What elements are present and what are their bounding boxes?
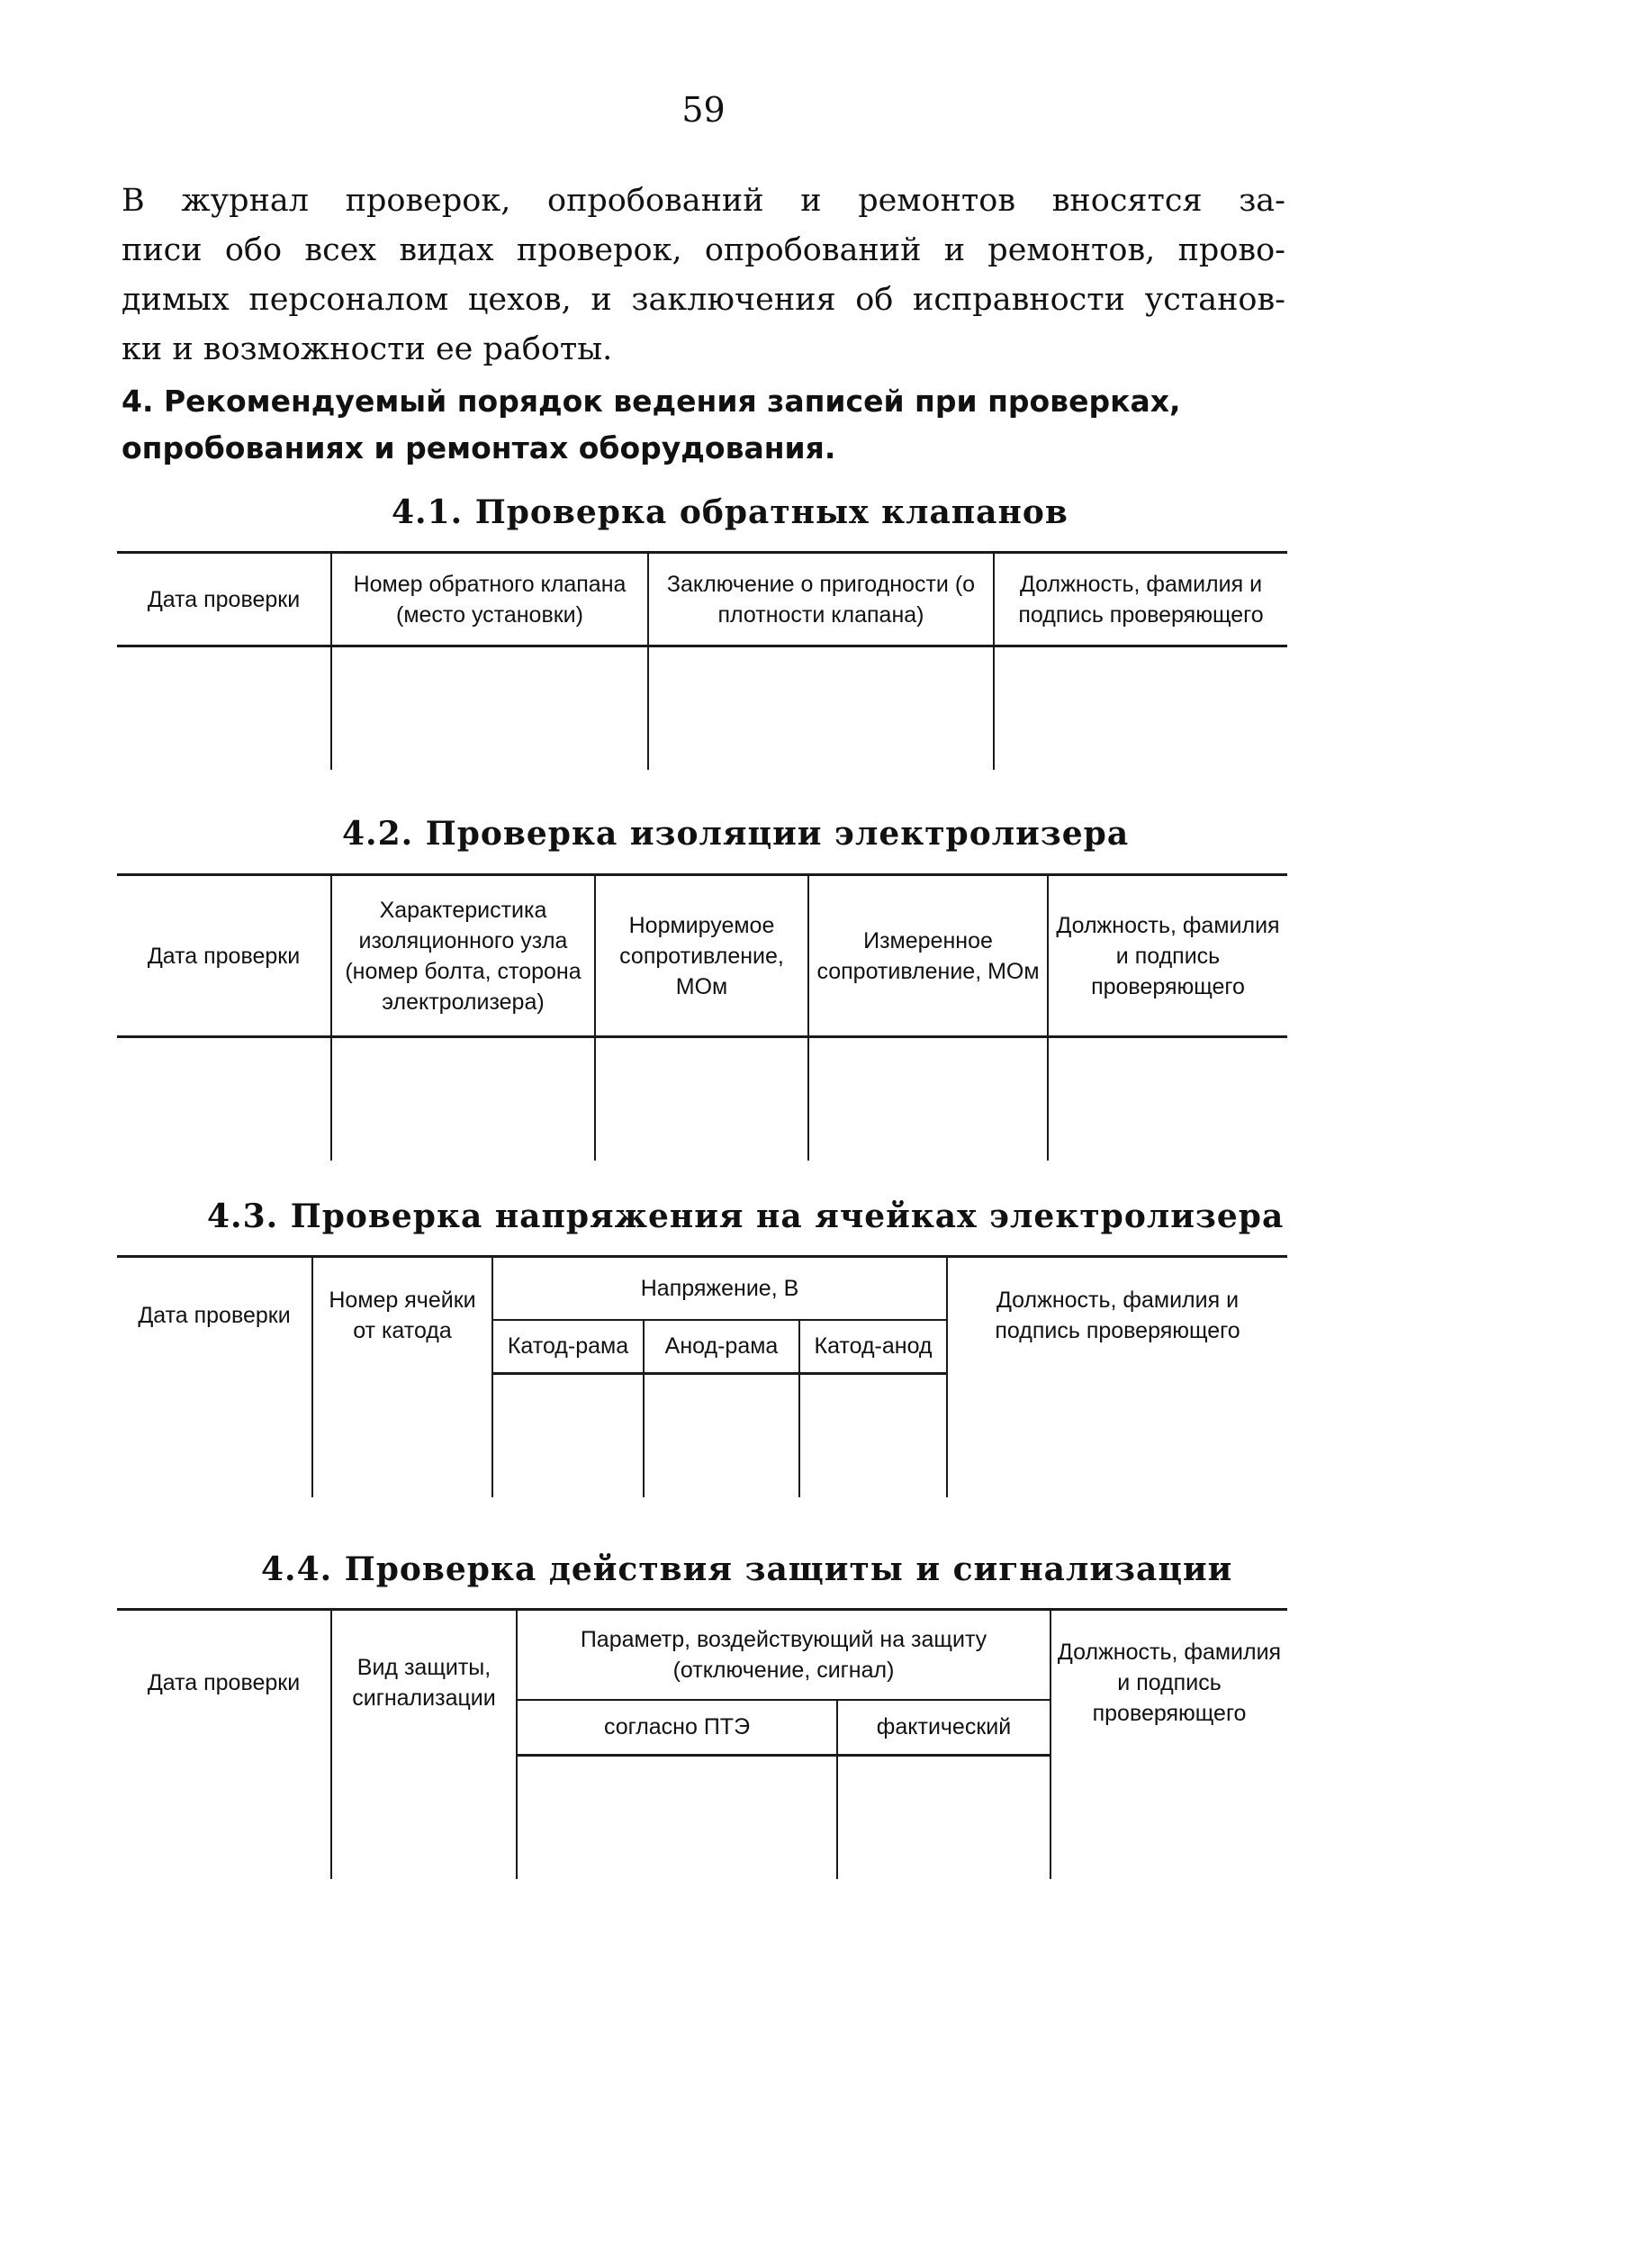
empty-cell[interactable] bbox=[1050, 1756, 1287, 1880]
blank-row bbox=[117, 1756, 1287, 1880]
section-heading-line: опробованиях и ремонтах оборудования. bbox=[122, 430, 836, 465]
header-cell: Параметр, воздействующий на защиту (отключение, сигнал) bbox=[517, 1610, 1050, 1700]
sub-header-cell: фактический bbox=[837, 1700, 1050, 1756]
blank-row bbox=[117, 1037, 1287, 1161]
header-cell: Номер ячейки от катода bbox=[312, 1257, 492, 1374]
table-4-3-title: 4.3. Проверка напряжения на ячейках электролизера bbox=[207, 1197, 1285, 1235]
section-heading-line: 4. Рекомендуемый порядок ведения записей при проверках, bbox=[122, 384, 1181, 419]
page-number: 59 bbox=[681, 90, 726, 130]
header-cell: Нормируемое сопротивление, МОм bbox=[595, 875, 808, 1037]
table-4-3 bbox=[117, 1255, 1287, 1497]
empty-cell[interactable] bbox=[808, 1037, 1048, 1161]
intro-line: димых персоналом цехов, и заключения об исправности установ- bbox=[122, 282, 1285, 318]
empty-cell[interactable] bbox=[117, 646, 331, 771]
empty-cell[interactable] bbox=[799, 1374, 947, 1498]
header-cell: Характеристика изоляционного узла (номер болта, сторона электролизера) bbox=[331, 875, 595, 1037]
empty-cell[interactable] bbox=[648, 646, 994, 771]
section-heading bbox=[122, 378, 1292, 472]
table-4-2-title: 4.2. Проверка изоляции электролизера bbox=[342, 815, 1130, 853]
header-cell: Должность, фамилия и подпись проверяющего bbox=[947, 1257, 1287, 1374]
sub-header-cell: Анод-рама bbox=[644, 1320, 799, 1374]
empty-cell[interactable] bbox=[331, 646, 648, 771]
empty-cell[interactable] bbox=[331, 1756, 517, 1880]
header-cell: Напряжение, В bbox=[492, 1257, 947, 1320]
header-cell: Номер обратного клапана (место установки) bbox=[331, 553, 648, 646]
intro-paragraph bbox=[122, 176, 1285, 375]
header-cell: Дата проверки bbox=[117, 875, 331, 1037]
empty-cell[interactable] bbox=[1048, 1037, 1287, 1161]
empty-cell[interactable] bbox=[117, 1756, 331, 1880]
header-cell: Дата проверки bbox=[117, 1257, 312, 1374]
empty-cell[interactable] bbox=[837, 1756, 1050, 1880]
header-cell: Должность, фамилия и подпись проверяющего bbox=[994, 553, 1287, 646]
blank-row bbox=[117, 646, 1287, 771]
empty-cell[interactable] bbox=[644, 1374, 799, 1498]
table-4-4 bbox=[117, 1608, 1287, 1879]
empty-cell[interactable] bbox=[117, 1374, 312, 1498]
sub-header-cell: Катод-рама bbox=[492, 1320, 644, 1374]
header-cell: Дата проверки bbox=[117, 553, 331, 646]
header-cell: Должность, фамилия и подпись проверяющего bbox=[1050, 1610, 1287, 1756]
empty-cell[interactable] bbox=[595, 1037, 808, 1161]
intro-line: писи обо всех видах проверок, опробований и ремонтов, прово- bbox=[122, 232, 1285, 268]
empty-cell[interactable] bbox=[994, 646, 1287, 771]
empty-cell[interactable] bbox=[517, 1756, 837, 1880]
header-cell: Заключение о пригодности (о плотности клапана) bbox=[648, 553, 994, 646]
header-cell: Измеренное сопротивление, МОм bbox=[808, 875, 1048, 1037]
intro-line: В журнал проверок, опробований и ремонтов вносятся за- bbox=[122, 183, 1285, 219]
empty-cell[interactable] bbox=[947, 1374, 1287, 1498]
table-4-1 bbox=[117, 551, 1287, 770]
table-4-2 bbox=[117, 873, 1287, 1161]
empty-cell[interactable] bbox=[331, 1037, 595, 1161]
sub-header-cell: Катод-анод bbox=[799, 1320, 947, 1374]
empty-cell[interactable] bbox=[492, 1374, 644, 1498]
header-cell: Вид защиты, сигнализации bbox=[331, 1610, 517, 1756]
empty-cell[interactable] bbox=[117, 1037, 331, 1161]
empty-cell[interactable] bbox=[312, 1374, 492, 1498]
header-cell: Дата проверки bbox=[117, 1610, 331, 1756]
intro-line: ки и возможности ее работы. bbox=[122, 331, 613, 367]
table-4-4-title: 4.4. Проверка действия защиты и сигнализации bbox=[261, 1550, 1233, 1588]
table-4-1-title: 4.1. Проверка обратных клапанов bbox=[392, 493, 1068, 531]
sub-header-cell: согласно ПТЭ bbox=[517, 1700, 837, 1756]
blank-row bbox=[117, 1374, 1287, 1498]
header-cell: Должность, фамилия и подпись проверяющего bbox=[1048, 875, 1287, 1037]
